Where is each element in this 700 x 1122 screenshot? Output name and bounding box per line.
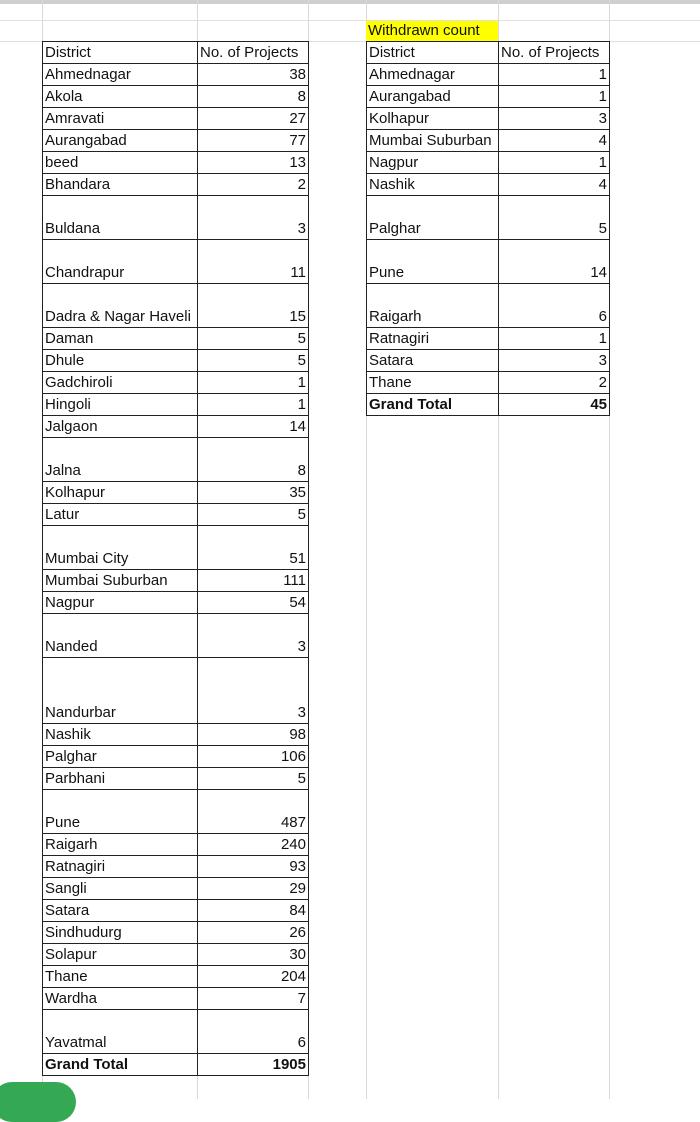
projects-cell[interactable]: 51: [198, 526, 309, 569]
table-row: [43, 856, 309, 878]
district-cell[interactable]: Thane: [43, 966, 198, 987]
district-cell[interactable]: Yavatmal: [43, 1010, 198, 1053]
projects-cell[interactable]: 8: [198, 86, 309, 107]
table-row: [43, 108, 309, 130]
district-cell[interactable]: Nagpur: [43, 592, 198, 613]
district-cell[interactable]: Mumbai Suburban: [43, 570, 198, 591]
table-row: [43, 526, 309, 570]
table-row: [367, 174, 610, 196]
table-row: [367, 284, 610, 328]
table-row: [43, 394, 309, 416]
table-row: [43, 790, 309, 834]
projects-cell[interactable]: 29: [198, 878, 309, 899]
projects-cell[interactable]: 5: [198, 328, 309, 349]
withdrawn-count-title[interactable]: Withdrawn count: [366, 21, 498, 41]
district-cell[interactable]: Nashik: [367, 174, 499, 195]
projects-cell[interactable]: 487: [198, 790, 309, 833]
district-cell[interactable]: Palghar: [367, 196, 499, 239]
table-row: [43, 592, 309, 614]
grand-total-row: [367, 394, 610, 416]
grand-total-label[interactable]: Grand Total: [43, 1054, 198, 1075]
projects-cell[interactable]: 14: [499, 240, 610, 283]
grid-row-line: [0, 20, 700, 21]
projects-cell[interactable]: 1: [198, 372, 309, 393]
grand-total-label[interactable]: Grand Total: [367, 394, 499, 415]
district-cell[interactable]: Amravati: [43, 108, 198, 129]
projects-cell[interactable]: 7: [198, 988, 309, 1009]
table-row: [43, 350, 309, 372]
district-cell[interactable]: Sindhudurg: [43, 922, 198, 943]
projects-cell[interactable]: 35: [198, 482, 309, 503]
table-row: [43, 196, 309, 240]
projects-cell[interactable]: 5: [198, 504, 309, 525]
table-row: [43, 724, 309, 746]
projects-cell[interactable]: 30: [198, 944, 309, 965]
table-row: [43, 900, 309, 922]
projects-cell[interactable]: 84: [198, 900, 309, 921]
projects-cell[interactable]: 27: [198, 108, 309, 129]
projects-table: [42, 41, 309, 1076]
district-cell[interactable]: Parbhani: [43, 768, 198, 789]
district-cell[interactable]: Wardha: [43, 988, 198, 1009]
table-row: [367, 350, 610, 372]
projects-cell[interactable]: 1: [499, 86, 610, 107]
district-cell[interactable]: Buldana: [43, 196, 198, 239]
district-cell[interactable]: Latur: [43, 504, 198, 525]
district-cell[interactable]: Aurangabad: [367, 86, 499, 107]
projects-cell[interactable]: 5: [198, 350, 309, 371]
table-row: [43, 372, 309, 394]
projects-cell[interactable]: 2: [499, 372, 610, 393]
projects-cell[interactable]: 14: [198, 416, 309, 437]
district-cell[interactable]: Thane: [367, 372, 499, 393]
table-body: [367, 64, 610, 394]
header-district[interactable]: District: [367, 42, 499, 63]
grand-total-value[interactable]: 1905: [198, 1054, 309, 1075]
district-cell[interactable]: Mumbai City: [43, 526, 198, 569]
header-district[interactable]: District: [43, 42, 198, 63]
projects-cell[interactable]: 54: [198, 592, 309, 613]
projects-cell[interactable]: 11: [198, 240, 309, 283]
projects-cell[interactable]: 4: [499, 174, 610, 195]
district-cell[interactable]: Gadchiroli: [43, 372, 198, 393]
district-cell[interactable]: Pune: [43, 790, 198, 833]
table-row: [43, 174, 309, 196]
projects-cell[interactable]: 3: [499, 350, 610, 371]
district-cell[interactable]: Nanded: [43, 614, 198, 657]
projects-cell[interactable]: 1: [499, 64, 610, 85]
table-body: [43, 64, 309, 1054]
district-cell[interactable]: Bhandara: [43, 174, 198, 195]
projects-cell[interactable]: 6: [198, 1010, 309, 1053]
table-row: [43, 1010, 309, 1054]
district-cell[interactable]: Daman: [43, 328, 198, 349]
table-row: [43, 86, 309, 108]
header-projects[interactable]: No. of Projects: [198, 42, 309, 63]
table-row: [43, 966, 309, 988]
grand-total-row: [43, 1054, 309, 1076]
district-cell[interactable]: Satara: [43, 900, 198, 921]
projects-cell[interactable]: 93: [198, 856, 309, 877]
projects-cell[interactable]: 5: [499, 196, 610, 239]
grand-total-value[interactable]: 45: [499, 394, 610, 415]
district-cell[interactable]: Pune: [367, 240, 499, 283]
projects-cell[interactable]: 1: [499, 152, 610, 173]
district-cell[interactable]: Ahmednagar: [43, 64, 198, 85]
table-row: [43, 944, 309, 966]
table-header-row: [43, 42, 309, 64]
projects-cell[interactable]: 2: [198, 174, 309, 195]
district-cell[interactable]: Aurangabad: [43, 130, 198, 151]
table-row: [367, 240, 610, 284]
district-cell[interactable]: Kolhapur: [367, 108, 499, 129]
table-row: [43, 64, 309, 86]
projects-cell[interactable]: 1: [499, 328, 610, 349]
table-row: [43, 240, 309, 284]
table-row: [43, 746, 309, 768]
table-row: [43, 878, 309, 900]
district-cell[interactable]: Nashik: [43, 724, 198, 745]
table-row: [43, 438, 309, 482]
projects-cell[interactable]: 1: [198, 394, 309, 415]
district-cell[interactable]: Ahmednagar: [367, 64, 499, 85]
district-cell[interactable]: Nandurbar: [43, 658, 198, 723]
district-cell[interactable]: Raigarh: [43, 834, 198, 855]
district-cell[interactable]: Jalgaon: [43, 416, 198, 437]
projects-cell[interactable]: 3: [198, 196, 309, 239]
toolbar-edge: [0, 0, 700, 4]
table-row: [43, 328, 309, 350]
table-row: [43, 834, 309, 856]
table-row: [367, 130, 610, 152]
projects-cell[interactable]: 26: [198, 922, 309, 943]
projects-cell[interactable]: 3: [198, 658, 309, 723]
table-row: [43, 768, 309, 790]
district-cell[interactable]: Sangli: [43, 878, 198, 899]
district-cell[interactable]: Dhule: [43, 350, 198, 371]
district-cell[interactable]: Nagpur: [367, 152, 499, 173]
table-row: [43, 922, 309, 944]
withdrawn-table: [366, 41, 610, 416]
table-row: [43, 658, 309, 724]
table-row: [43, 152, 309, 174]
floating-action-button[interactable]: [0, 1082, 76, 1122]
projects-cell[interactable]: 3: [499, 108, 610, 129]
district-cell[interactable]: Satara: [367, 350, 499, 371]
projects-cell[interactable]: 240: [198, 834, 309, 855]
district-cell[interactable]: Jalna: [43, 438, 198, 481]
projects-cell[interactable]: 13: [198, 152, 309, 173]
projects-cell[interactable]: 5: [198, 768, 309, 789]
table-row: [367, 152, 610, 174]
header-projects[interactable]: No. of Projects: [499, 42, 610, 63]
district-cell[interactable]: Ratnagiri: [43, 856, 198, 877]
projects-cell[interactable]: 106: [198, 746, 309, 767]
table-row: [367, 372, 610, 394]
projects-cell[interactable]: 98: [198, 724, 309, 745]
projects-cell[interactable]: 111: [198, 570, 309, 591]
district-cell[interactable]: Hingoli: [43, 394, 198, 415]
table-row: [43, 284, 309, 328]
table-row: [43, 130, 309, 152]
projects-cell[interactable]: 8: [198, 438, 309, 481]
district-cell[interactable]: Mumbai Suburban: [367, 130, 499, 151]
table-row: [43, 988, 309, 1010]
projects-cell[interactable]: 3: [198, 614, 309, 657]
table-row: [367, 108, 610, 130]
district-cell[interactable]: Ratnagiri: [367, 328, 499, 349]
table-row: [43, 614, 309, 658]
district-cell[interactable]: Dadra & Nagar Haveli: [43, 284, 198, 327]
district-cell[interactable]: Kolhapur: [43, 482, 198, 503]
projects-cell[interactable]: 204: [198, 966, 309, 987]
table-row: [43, 482, 309, 504]
projects-cell[interactable]: 15: [198, 284, 309, 327]
district-cell[interactable]: Palghar: [43, 746, 198, 767]
projects-cell[interactable]: 6: [499, 284, 610, 327]
table-row: [43, 416, 309, 438]
projects-cell[interactable]: 4: [499, 130, 610, 151]
district-cell[interactable]: Akola: [43, 86, 198, 107]
table-row: [367, 328, 610, 350]
district-cell[interactable]: Solapur: [43, 944, 198, 965]
table-row: [367, 64, 610, 86]
table-header-row: [367, 42, 610, 64]
projects-cell[interactable]: 38: [198, 64, 309, 85]
table-row: [43, 570, 309, 592]
district-cell[interactable]: Raigarh: [367, 284, 499, 327]
table-row: [367, 86, 610, 108]
district-cell[interactable]: beed: [43, 152, 198, 173]
table-row: [367, 196, 610, 240]
district-cell[interactable]: Chandrapur: [43, 240, 198, 283]
table-row: [43, 504, 309, 526]
projects-cell[interactable]: 77: [198, 130, 309, 151]
